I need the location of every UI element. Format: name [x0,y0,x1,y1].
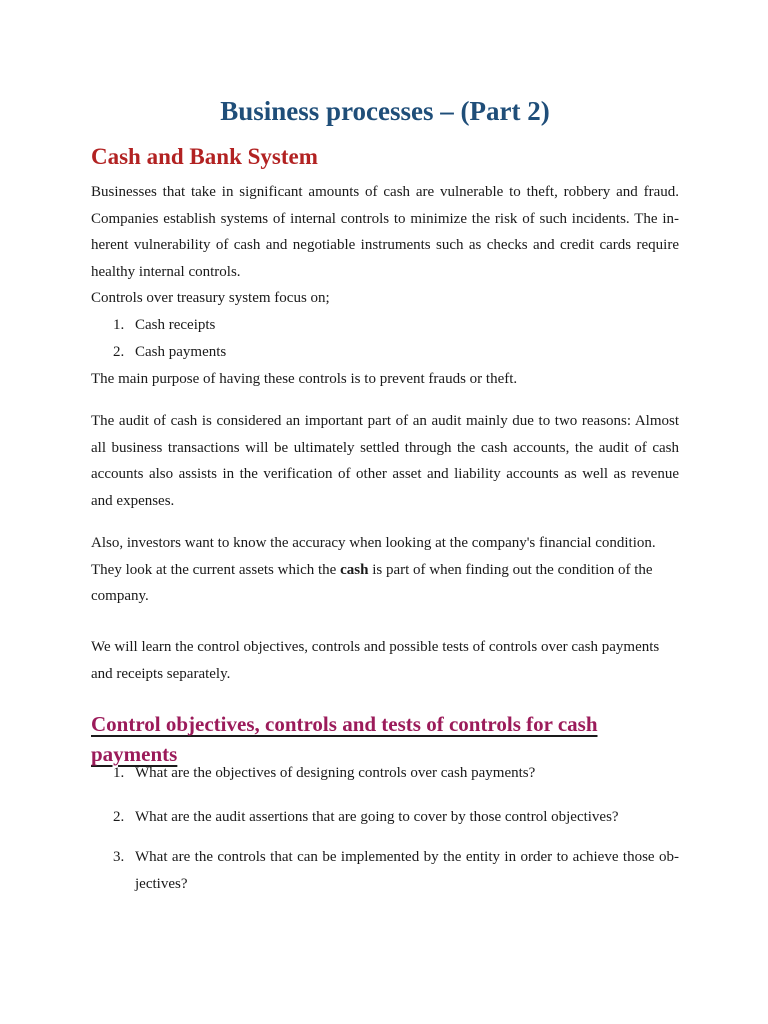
intro-paragraph [91,179,679,285]
bold-term-cash: cash [340,561,369,578]
section-heading-cash-bank: Cash and Bank System [91,144,318,169]
list-number: 3. [113,849,125,865]
paragraph-line: and receipts separately. [91,665,231,682]
question-line: What are the controls that can be implemented by the entity in order to achieve those ob- [135,849,679,865]
question-item [91,760,679,804]
focus-lead-text: Controls over treasury system focus on; [91,290,330,306]
list-item [91,339,226,366]
intro-line: Companies establish systems of internal controls to minimize the risk of such incidents. The in- [91,210,679,227]
paragraph-line: Also, investors want to know the accuracy when looking at the company's financial condition. [91,535,656,551]
list-item [91,312,226,339]
paragraph-line [91,557,679,584]
paragraph-line: all business transactions will be ultimately settled through the cash accounts, the audit of cash [91,439,679,456]
question-text: What are the audit assertions that are going to cover by those control objectives? [135,809,619,825]
section-heading-controls: Control objectives, controls and tests of controls for cash payments [91,712,598,766]
list-number: 2. [113,344,125,360]
intro-line: Businesses that take in significant amounts of cash are vulnerable to theft, robbery and fraud. [91,184,679,200]
page-title: Business processes – (Part 2) [220,96,550,126]
question-text [135,844,679,897]
questions-list [91,760,679,897]
purpose-text: The main purpose of having these controls is to prevent frauds or theft. [91,371,518,387]
paragraph-line: The audit of cash is considered an important part of an audit mainly due to two reasons: Almost [91,413,679,429]
learning-paragraph [91,634,679,687]
list-item-label: Cash payments [135,344,227,360]
intro-line: healthy internal controls. [91,263,241,280]
list-number: 1. [113,765,125,781]
question-item [91,804,679,844]
text-segment: is part of when finding out the condition of the [368,561,653,578]
intro-line: herent vulnerability of cash and negotiable instruments such as checks and credit cards require [91,237,679,253]
list-number: 2. [113,809,125,825]
list-number: 1. [113,317,125,333]
paragraph-line: accounts also assists in the verification of other asset and liability accounts as well as revenue [91,466,679,482]
list-item-label: Cash receipts [135,317,216,333]
audit-of-cash-paragraph [91,408,679,514]
question-text: What are the objectives of designing controls over cash payments? [135,765,536,781]
paragraph-line: company. [91,588,149,604]
question-item [91,844,679,897]
paragraph-line: and expenses. [91,492,175,509]
investors-paragraph [91,530,679,610]
question-line: jectives? [135,875,188,892]
focus-list [91,312,226,366]
text-segment: They look at the current assets which the [91,561,341,578]
paragraph-line: We will learn the control objectives, controls and possible tests of controls over cash payments [91,639,660,655]
